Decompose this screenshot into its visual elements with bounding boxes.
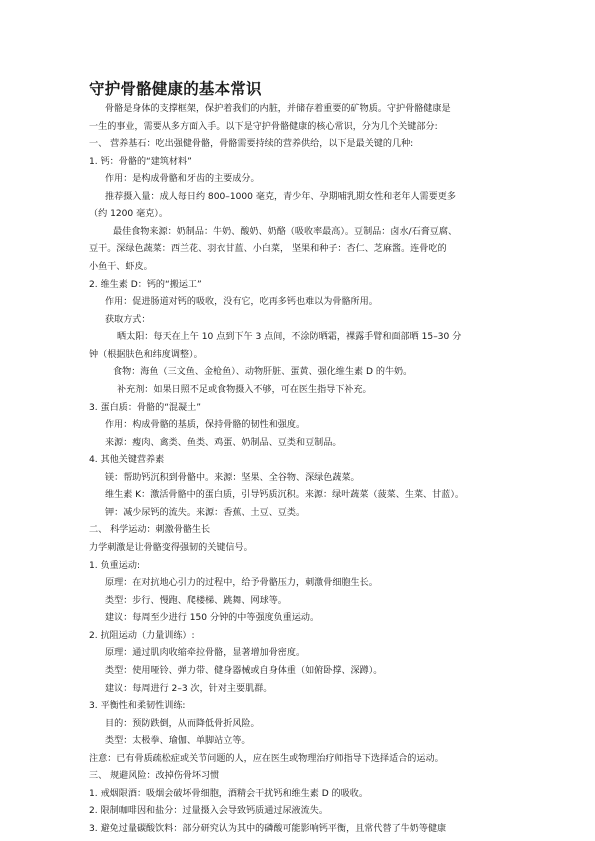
- section-heading: 三、 规避风险：改掉伤骨坏习惯: [89, 771, 220, 781]
- body-line: 力学刺激是让骨骼变得强韧的关键信号。: [89, 543, 253, 553]
- body-line: 食物：海鱼（三文鱼、金枪鱼）、动物肝脏、蛋黄、强化维生素 D 的牛奶。: [113, 367, 413, 377]
- note-line: 注意：已有骨质疏松症或关节问题的人，应在医生或物理治疗师指导下选择适合的运动。: [89, 754, 444, 764]
- body-line: 钾：减少尿钙的流失。来源：香蕉、土豆、豆类。: [105, 508, 306, 518]
- body-line: 建议：每周至少进行 150 分钟的中等强度负重运动。: [105, 613, 320, 623]
- body-line: 作用：是构成骨骼和牙齿的主要成分。: [105, 174, 260, 184]
- body-line: 最佳食物来源：奶制品：牛奶、酸奶、奶酪（吸收率最高）。豆制品：卤水/石膏豆腐、: [113, 227, 458, 237]
- body-line: 维生素 K：激活骨骼中的蛋白质，引导钙质沉积。来源：绿叶蔬菜（菠菜、生菜、甘蓝）。: [105, 490, 464, 500]
- subsection-heading: 3. 蛋白质：骨骼的“混凝土”: [89, 403, 201, 413]
- list-item: 1. 戒烟限酒：吸烟会破坏骨细胞，酒精会干扰钙和维生素 D 的吸收。: [89, 789, 368, 799]
- body-line: 类型：使用哑铃、弹力带、健身器械或自身体重（如俯卧撑、深蹲）。: [105, 666, 383, 676]
- body-line: 豆干。深绿色蔬菜：西兰花、羽衣甘蓝、小白菜， 坚果和种子：杏仁、芝麻酱。连骨吃的: [89, 244, 447, 254]
- intro-paragraph-line: 骨骼是身体的支撑框架，保护着我们的内脏，并储存着重要的矿物质。守护骨骼健康是: [105, 104, 451, 114]
- intro-paragraph-line: 一生的事业，需要从多方面入手。以下是守护骨骼健康的核心常识，分为几个关键部分:: [89, 122, 438, 132]
- body-line: 原理：通过肌肉收缩牵拉骨骼，显著增加骨密度。: [105, 648, 306, 658]
- body-line: 获取方式：: [105, 315, 151, 325]
- list-item: 2. 限制咖啡因和盐分：过量摄入会导致钙质通过尿液流失。: [89, 806, 328, 816]
- section-heading: 一、 营养基石：吃出强健骨骼，骨骼需要持续的营养供给，以下是最关键的几种:: [89, 139, 414, 149]
- body-line: 原理：在对抗地心引力的过程中，给予骨骼压力，刺激骨细胞生长。: [105, 578, 378, 588]
- body-line: 晒太阳：每天在上午 10 点到下午 3 点间，不涂防晒霜，裸露手臂和面部晒 15–30 分: [117, 332, 462, 342]
- subsection-heading: 1. 负重运动:: [89, 561, 141, 571]
- body-line: 作用：促进肠道对钙的吸收，没有它，吃再多钙也难以为骨骼所用。: [105, 297, 378, 307]
- body-line: 镁：帮助钙沉积到骨骼中。来源：坚果、全谷物、深绿色蔬菜。: [105, 473, 360, 483]
- body-line: 推荐摄入量：成人每日约 800–1000 毫克，青少年、孕期哺乳期女性和老年人需要更多: [105, 192, 456, 202]
- body-line: 小鱼干、虾皮。: [89, 262, 153, 272]
- subsection-heading: 4. 其他关键营养素: [89, 455, 165, 465]
- body-line: 类型：步行、慢跑、爬楼梯、跳舞、网球等。: [105, 596, 287, 606]
- section-heading: 二、 科学运动：刺激骨骼生长: [89, 525, 211, 535]
- document-title: 守护骨骼健康的基本常识: [89, 80, 262, 98]
- body-line: 建议：每周进行 2–3 次，针对主要肌群。: [105, 684, 273, 694]
- body-line: 钟（根据肤色和纬度调整）。: [89, 350, 203, 360]
- body-line: 来源：瘦肉、禽类、鱼类、鸡蛋、奶制品、豆类和豆制品。: [105, 438, 342, 448]
- body-line: 作用：构成骨骼的基质，保持骨骼的韧性和强度。: [105, 420, 306, 430]
- body-line: 类型：太极拳、瑜伽、单脚站立等。: [105, 736, 251, 746]
- body-line: （约 1200 毫克）。: [89, 209, 168, 219]
- body-line: 补充剂：如果日照不足或食物摄入不够，可在医生指导下补充。: [117, 385, 372, 395]
- body-line: 目的：预防跌倒，从而降低骨折风险。: [105, 719, 260, 729]
- subsection-heading: 2. 维生素 D：钙的“搬运工”: [89, 280, 202, 290]
- subsection-heading: 2. 抗阻运动（力量训练）:: [89, 631, 195, 641]
- subsection-heading: 1. 钙：骨骼的“建筑材料”: [89, 157, 192, 167]
- list-item: 3. 避免过量碳酸饮料：部分研究认为其中的磷酸可能影响钙平衡，且常代替了牛奶等健康: [89, 824, 447, 834]
- subsection-heading: 3. 平衡性和柔韧性训练:: [89, 701, 186, 711]
